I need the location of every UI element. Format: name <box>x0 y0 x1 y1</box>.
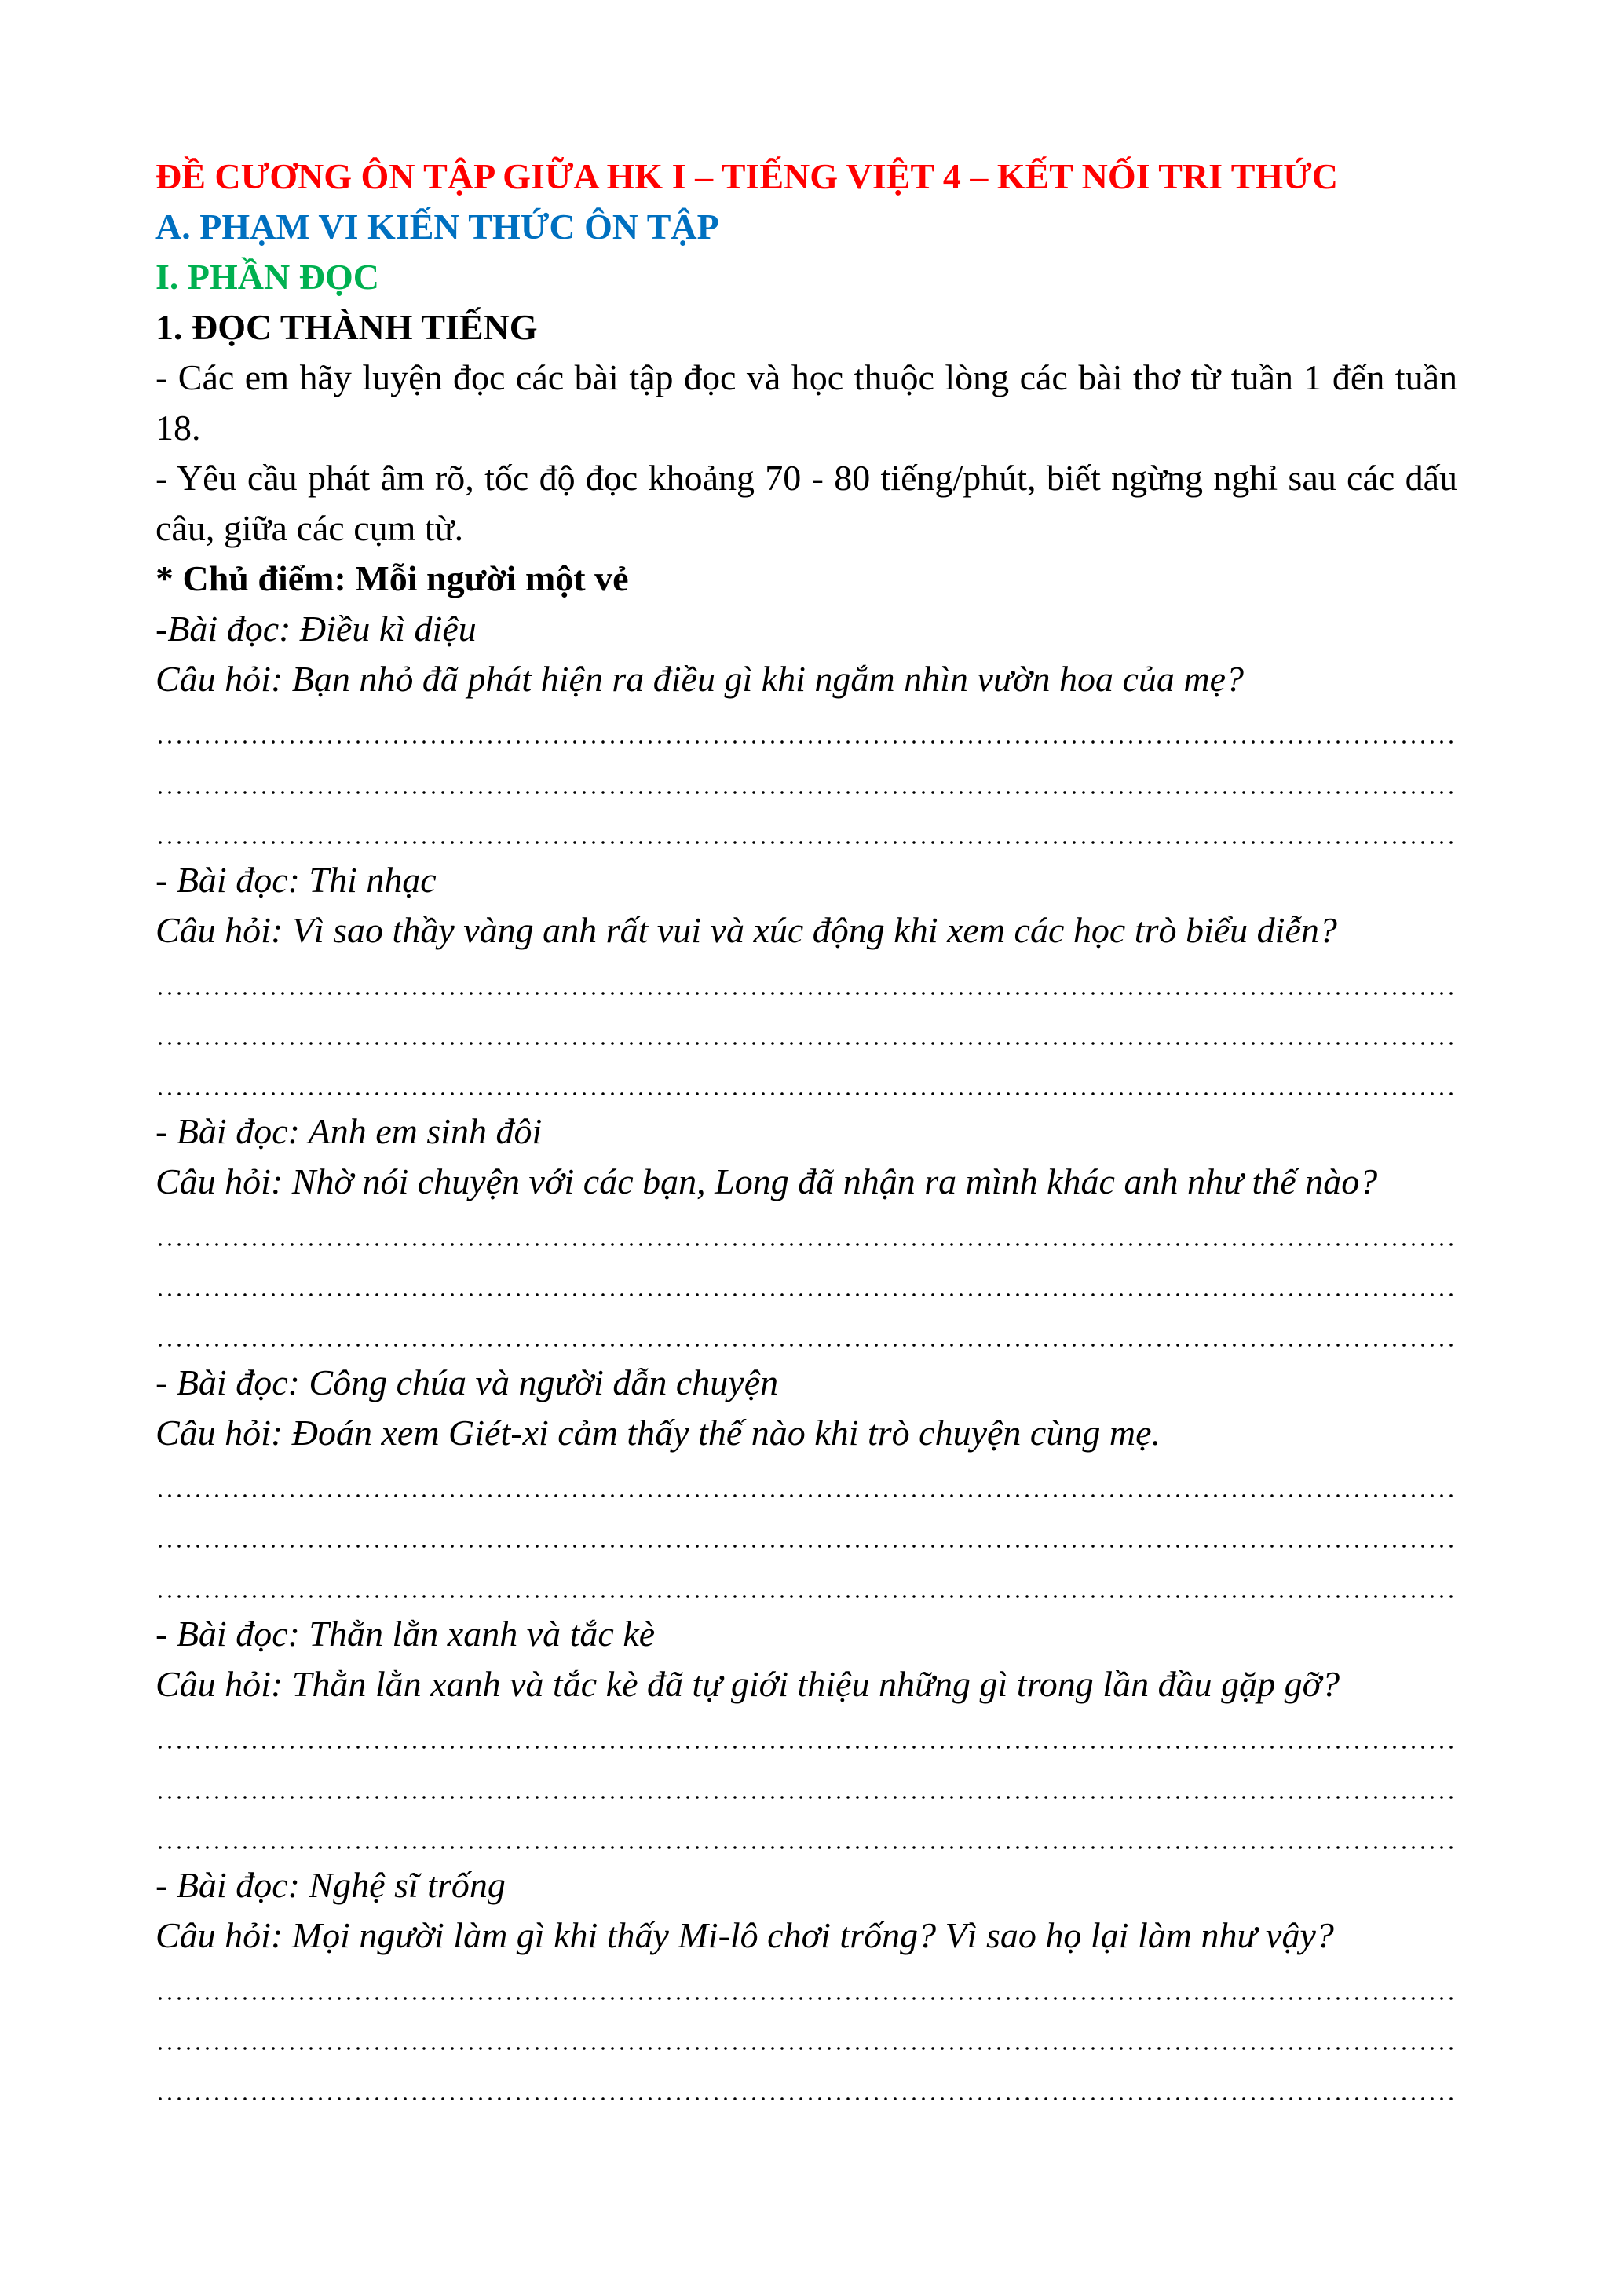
answer-dotted-line[interactable] <box>155 1709 1457 1760</box>
answer-dotted-line[interactable] <box>155 1458 1457 1508</box>
answer-dotted-line[interactable] <box>155 2011 1457 2061</box>
answer-dotted-line[interactable] <box>155 805 1457 855</box>
reading-question: Câu hỏi: Vì sao thầy vàng anh rất vui và xúc động khi xem các học trò biểu diễn? <box>155 910 1337 950</box>
subsection-heading-read-aloud: 1. ĐỌC THÀNH TIẾNG <box>155 307 538 347</box>
answer-dotted-line[interactable] <box>155 1508 1457 1559</box>
answer-dotted-line[interactable] <box>155 2061 1457 2111</box>
answer-dotted-line[interactable] <box>155 1559 1457 1609</box>
reading-block <box>155 855 1457 1106</box>
reading-block <box>155 1860 1457 2111</box>
reading-title: - Bài đọc: Thằn lằn xanh và tắc kè <box>155 1614 656 1654</box>
answer-dotted-line[interactable] <box>155 1307 1457 1358</box>
reading-question: Câu hỏi: Bạn nhỏ đã phát hiện ra điều gì khi ngắm nhìn vườn hoa của mẹ? <box>155 659 1245 699</box>
answer-dotted-line[interactable] <box>155 1961 1457 2011</box>
document-page <box>155 152 1457 2111</box>
reading-title: - Bài đọc: Công chúa và người dẫn chuyện <box>155 1362 779 1402</box>
reading-title: - Bài đọc: Anh em sinh đôi <box>155 1111 543 1151</box>
answer-dotted-line[interactable] <box>155 1207 1457 1257</box>
answer-dotted-line[interactable] <box>155 956 1457 1006</box>
reading-question: Câu hỏi: Đoán xem Giét-xi cảm thấy thế nào khi trò chuyện cùng mẹ. <box>155 1413 1161 1453</box>
reading-block <box>155 1358 1457 1609</box>
reading-question: Câu hỏi: Thằn lằn xanh và tắc kè đã tự giới thiệu những gì trong lần đầu gặp gỡ? <box>155 1664 1340 1704</box>
section-heading-a: A. PHẠM VI KIẾN THỨC ÔN TẬP <box>155 207 719 247</box>
reading-block <box>155 604 1457 855</box>
reading-question: Câu hỏi: Mọi người làm gì khi thấy Mi-lô chơi trống? Vì sao họ lại làm như vậy? <box>155 1915 1334 1955</box>
instruction-paragraph: - Yêu cầu phát âm rõ, tốc độ đọc khoảng 70 - 80 tiếng/phút, biết ngừng nghỉ sau các dấu câu, giữa các cụm từ. <box>155 458 1457 548</box>
answer-dotted-line[interactable] <box>155 755 1457 805</box>
reading-title: - Bài đọc: Nghệ sĩ trống <box>155 1865 506 1905</box>
answer-dotted-line[interactable] <box>155 1056 1457 1106</box>
reading-question: Câu hỏi: Nhờ nói chuyện với các bạn, Long đã nhận ra mình khác anh như thế nào? <box>155 1161 1378 1201</box>
answer-dotted-line[interactable] <box>155 1810 1457 1860</box>
reading-title: -Bài đọc: Điều kì diệu <box>155 609 477 649</box>
answer-dotted-line[interactable] <box>155 1006 1457 1056</box>
reading-block <box>155 1106 1457 1358</box>
reading-title: - Bài đọc: Thi nhạc <box>155 860 437 900</box>
answer-dotted-line[interactable] <box>155 1760 1457 1810</box>
reading-block <box>155 1609 1457 1860</box>
theme-heading: * Chủ điểm: Mỗi người một vẻ <box>155 558 629 598</box>
part-heading-reading: I. PHẦN ĐỌC <box>155 257 379 297</box>
document-title: ĐỀ CƯƠNG ÔN TẬP GIỮA HK I – TIẾNG VIỆT 4 – KẾT NỐI TRI THỨC <box>155 156 1338 196</box>
instruction-paragraph: - Các em hãy luyện đọc các bài tập đọc và học thuộc lòng các bài thơ từ tuần 1 đến tuần 18. <box>155 357 1457 448</box>
answer-dotted-line[interactable] <box>155 704 1457 755</box>
answer-dotted-line[interactable] <box>155 1257 1457 1307</box>
